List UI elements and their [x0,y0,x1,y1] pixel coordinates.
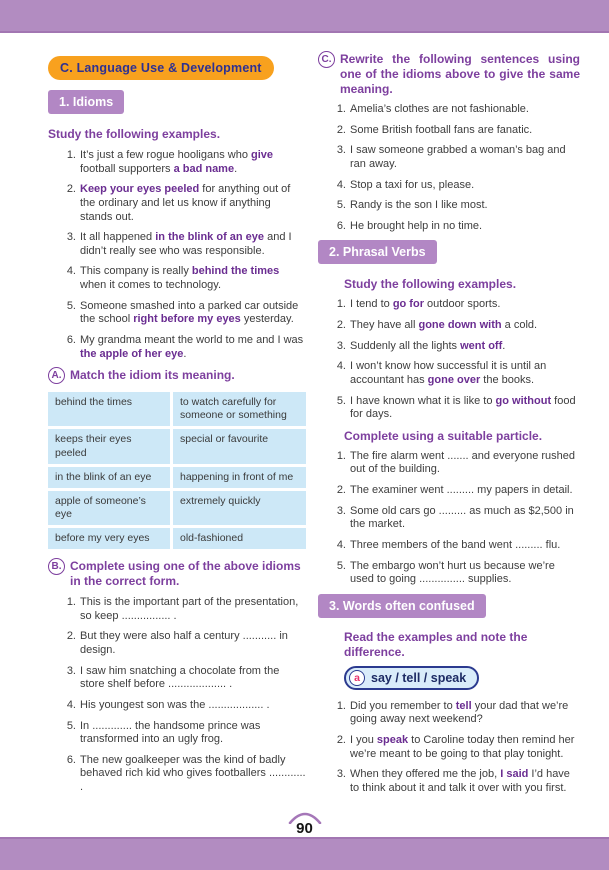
list-item [330,734,580,761]
list-item [330,360,580,387]
item-text: They have all gone down with a cold. [350,319,538,331]
list-item [60,183,306,224]
table-cell: keeps their eyes peeled [48,429,170,463]
list-item [330,144,580,171]
list-item [330,298,580,312]
item-number: 1. [336,449,346,462]
complete-heading: Complete using one of the above idioms in the correct form. [70,559,301,589]
item-number: 5. [66,719,76,732]
table-cell: behind the times [48,392,170,426]
item-number: 2. [336,319,346,331]
item-text: The embargo won’t hurt us because we’re used to going ............... supplies. [350,559,555,586]
item-number: 2. [336,123,346,136]
page-footer [0,812,609,837]
item-text: Randy is the son I like most. [350,199,488,212]
item-text: I saw someone grabbed a woman’s bag and ran away. [350,144,566,170]
item-number: 2. [66,630,76,643]
item-text: Someone smashed into a parked car outside the school right before my eyes yesterday. [80,299,299,326]
item-text: My grandma meant the world to me and I was the apple of her eye. [80,333,304,360]
say-tell-speak-pill [344,666,479,690]
item-text: The fire alarm went ....... and everyone rushed out of the building. [350,449,576,476]
list-item [330,505,580,532]
list-item [330,484,580,498]
item-number: 4. [336,178,346,191]
item-number: 3. [66,231,76,244]
item-text: It all happened in the blink of an eye and I didn’t really see who was responsible. [80,231,292,257]
item-text: When they offered me the job, I said I’d have to think about it and talk it over with you first. [350,768,570,794]
item-number: 4. [336,360,346,373]
item-number: 3. [336,144,346,157]
table-cell: happening in front of me [173,467,306,488]
list-item [60,231,306,258]
item-text: In ............. the handsome prince was transformed into an ugly frog. [80,719,261,746]
match-heading-row [48,368,306,384]
item-number: 1. [66,596,76,609]
idiom-examples-list [60,149,306,361]
item-text: Some old cars go ......... as much as $2,500 in the market. [350,504,574,531]
item-text: Three members of the band went ......... flu. [350,538,561,551]
item-number: 6. [66,753,76,766]
list-item [60,149,306,176]
item-number: 1. [336,298,346,311]
section-c-marker-icon: C. [318,51,335,68]
item-number: 4. [336,538,346,551]
list-item [330,700,580,727]
item-text: I you speak to Caroline today then remind her we’re meant to be going to that play tonight. [350,734,575,760]
table-cell: special or favourite [173,429,306,463]
item-number: 3. [336,339,346,352]
idioms-study-heading: Study the following examples. [48,127,221,141]
list-item [60,699,306,713]
item-number: 6. [66,333,76,346]
rewrite-heading-row [318,52,580,97]
list-item [60,665,306,692]
bottom-border-band [0,837,609,870]
table-row [48,528,306,549]
item-text: I won’t know how successful it is until an accountant has gone over the books. [350,360,547,386]
complete-heading-row [48,559,306,589]
item-number: 1. [336,103,346,115]
item-text: But they were also half a century ........... in design. [80,630,288,656]
table-row [48,392,306,426]
phrasal-verbs-section-box: 2. Phrasal Verbs [318,240,437,264]
item-text: Some British football fans are fanatic. [350,123,533,136]
list-item [330,179,580,193]
item-number: 1. [66,149,76,161]
item-number: 2. [336,734,346,746]
say-tell-speak-examples-list [330,700,580,796]
phrasal-examples-list [330,298,580,421]
letter-a-marker-icon: a [349,670,365,686]
list-item [60,630,306,657]
item-number: 2. [66,183,76,196]
item-number: 3. [336,504,346,517]
list-item [60,754,306,795]
item-text: The new goalkeeper was the kind of badly behaved rich kid who gives footballers ............ . [80,753,306,793]
item-text: This company is really behind the times when it comes to technology. [80,265,280,291]
list-item [330,340,580,354]
idioms-section-box: 1. Idioms [48,90,124,114]
words-confused-section-box: 3. Words often confused [318,594,486,618]
item-text: Keep your eyes peeled for anything out of the ordinary and let us know if anything stands out. [80,183,291,223]
list-item [60,720,306,747]
item-number: 5. [336,394,346,407]
list-item [330,124,580,138]
right-column [318,52,580,803]
list-item [330,539,580,553]
list-item [330,103,580,117]
table-cell: apple of someone’s eye [48,491,170,525]
match-heading: Match the idiom its meaning. [70,368,235,383]
table-cell: extremely quickly [173,491,306,525]
item-text: The examiner went ......... my papers in detail. [350,484,573,496]
read-examples-heading: Read the examples and note the difference. [344,629,528,659]
table-cell: in the blink of an eye [48,467,170,488]
rewrite-heading: Rewrite the following sentences using one of the idioms above to give the same meaning. [340,52,580,96]
item-text: I saw him snatching a chocolate from the store shelf before ................... . [80,664,280,691]
particle-heading: Complete using a suitable particle. [344,428,543,443]
item-number: 3. [336,768,346,781]
item-text: Suddenly all the lights went off. [350,339,506,352]
table-row [48,491,306,525]
item-number: 2. [336,484,346,496]
list-item [330,319,580,333]
table-row [48,467,306,488]
left-column [48,56,306,802]
rewrite-sentences-list [330,103,580,233]
list-item [330,199,580,213]
section-b-marker-icon: B. [48,558,65,575]
item-number: 1. [336,699,346,712]
item-number: 6. [336,219,346,232]
section-a-marker-icon: A. [48,367,65,384]
list-item [330,395,580,422]
item-text: His youngest son was the .................. . [80,698,270,711]
item-number: 3. [66,664,76,677]
table-cell: to watch carefully for someone or something [173,392,306,426]
table-cell: old-fashioned [173,528,306,549]
list-item [60,334,306,361]
list-item [60,265,306,292]
section-header-pill: C. Language Use & Development [48,56,274,80]
item-text: He brought help in no time. [350,219,483,232]
item-text: Did you remember to tell your dad that we’re going away next weekend? [350,699,569,726]
item-number: 4. [66,698,76,711]
list-item [330,450,580,477]
say-tell-speak-label: say / tell / speak [371,670,467,685]
phrasal-study-heading: Study the following examples. [344,277,517,292]
table-row [48,429,306,463]
item-text: This is the important part of the presentation, so keep ................ . [80,596,299,622]
item-text: It’s just a few rogue hooligans who give football supporters a bad name. [80,149,274,175]
item-number: 5. [66,299,76,312]
item-text: Amelia’s clothes are not fashionable. [350,103,529,115]
list-item [330,560,580,587]
page-number: 90 [296,820,313,837]
list-item [60,596,306,623]
complete-idioms-list [60,596,306,795]
item-number: 5. [336,199,346,212]
item-text: I tend to go for outdoor sports. [350,298,501,311]
list-item [330,768,580,795]
list-item [60,300,306,327]
list-item [330,220,580,234]
top-border-band [0,0,609,33]
item-number: 5. [336,559,346,572]
table-cell: before my very eyes [48,528,170,549]
particle-exercise-list [330,450,580,587]
item-number: 4. [66,265,76,278]
idiom-matching-table [48,392,306,549]
item-text: I have known what it is like to go without food for days. [350,394,576,421]
item-text: Stop a taxi for us, please. [350,178,475,191]
